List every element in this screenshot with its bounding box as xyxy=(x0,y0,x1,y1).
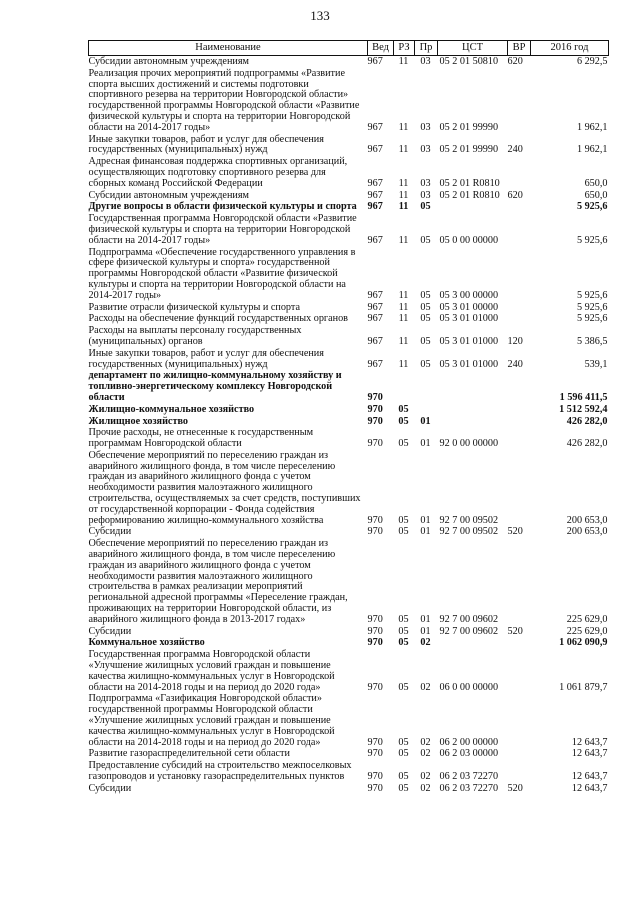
row-pr: 01 xyxy=(420,526,431,538)
row-rz: 05 xyxy=(398,736,409,748)
row-rz: 05 xyxy=(398,771,409,782)
row-name: Субсидии автономным учреждениям xyxy=(88,56,249,67)
row-cst xyxy=(438,416,508,428)
row-cst: 06 2 03 72270 xyxy=(439,771,499,782)
row-amount: 1 512 592,4 xyxy=(559,403,608,415)
row-name: Расходы на выплаты персоналу государственных (муниципальных) органов xyxy=(88,325,302,347)
row-rz: 05 xyxy=(398,438,409,450)
row-ved: 970 xyxy=(367,403,383,415)
row-cst: 92 7 00 09502 xyxy=(439,514,499,526)
row-ved: 970 xyxy=(367,526,383,538)
header-cst: ЦСТ xyxy=(438,41,508,56)
row-name: Жилищно-коммунальное хозяйство xyxy=(88,403,255,415)
row-pr: 01 xyxy=(420,438,431,450)
row-rz: 11 xyxy=(398,289,409,301)
row-cst: 05 3 01 01000 xyxy=(439,313,499,325)
row-cst: 92 7 00 09602 xyxy=(439,625,499,637)
row-pr: 05 xyxy=(420,301,431,313)
row-name: Обеспечение мероприятий по переселению граждан из аварийного жилищного фонда, в том числе переселению граждан из аварийного жилищного фонда с учетом необходимости развития малоэтажного жилищного строительства в рамках реализации мероприятий региональной адресной программы «Переселение граждан, проживающих на территории Новгородской области, из аварийного жилищного фонда в 2013-2017 годах» xyxy=(88,538,348,625)
header-ved: Вед xyxy=(368,41,394,56)
table-body xyxy=(89,56,609,795)
row-rz: 11 xyxy=(398,234,409,246)
row-rz: 11 xyxy=(398,177,409,189)
table-row xyxy=(89,526,609,538)
row-amount: 225 629,0 xyxy=(566,613,608,625)
row-rz: 11 xyxy=(398,301,409,313)
row-cst: 05 2 01 R0810 xyxy=(439,177,500,189)
row-vr xyxy=(508,370,531,403)
budget-table xyxy=(88,40,609,795)
row-amount: 1 596 411,5 xyxy=(559,391,608,403)
row-name: Субсидии xyxy=(88,782,132,794)
row-amount: 12 643,7 xyxy=(571,748,608,760)
row-rz: 05 xyxy=(398,526,409,538)
row-amount: 5 386,5 xyxy=(576,335,608,347)
row-name: Расходы на обеспечение функций государственных органов xyxy=(88,313,348,325)
row-rz: 11 xyxy=(398,144,409,156)
table-row xyxy=(89,325,609,348)
row-ved: 970 xyxy=(367,514,383,526)
row-vr xyxy=(508,760,531,783)
table-row xyxy=(89,538,609,625)
row-cst: 05 3 01 00000 xyxy=(439,301,499,313)
row-rz: 11 xyxy=(398,189,409,201)
row-pr: 03 xyxy=(420,56,431,67)
row-vr: 620 xyxy=(507,56,523,67)
row-name: Коммунальное хозяйство xyxy=(88,637,205,649)
row-vr: 620 xyxy=(507,189,523,201)
row-amount: 5 925,6 xyxy=(576,234,608,246)
row-cst: 06 2 00 00000 xyxy=(439,736,499,748)
table-row xyxy=(89,760,609,783)
table-row xyxy=(89,748,609,760)
row-vr xyxy=(508,68,531,134)
row-pr: 01 xyxy=(420,625,431,637)
table-row xyxy=(89,201,609,213)
row-pr: 01 xyxy=(420,514,431,526)
table-row xyxy=(89,156,609,189)
table-row xyxy=(89,134,609,157)
row-pr: 01 xyxy=(420,613,431,625)
header-year: 2016 год xyxy=(531,41,609,56)
table-row xyxy=(89,693,609,748)
row-vr xyxy=(508,302,531,314)
row-rz: 05 xyxy=(398,637,409,649)
row-amount: 12 643,7 xyxy=(571,782,608,794)
row-name: Субсидии xyxy=(88,526,132,538)
row-rz: 05 xyxy=(398,782,409,794)
row-rz: 11 xyxy=(398,335,409,347)
row-pr: 05 xyxy=(420,234,431,246)
table-row xyxy=(89,637,609,649)
row-amount: 12 643,7 xyxy=(571,736,608,748)
row-amount: 1 061 879,7 xyxy=(559,681,608,693)
row-name: Адресная финансовая поддержка спортивных организаций, осуществляющих подготовку спортивного резерва для сборных команд Российской Федерации xyxy=(88,156,348,189)
table-row xyxy=(89,783,609,795)
row-cst xyxy=(438,637,508,649)
row-ved: 970 xyxy=(367,613,383,625)
row-amount: 5 925,6 xyxy=(576,301,608,313)
row-name: Иные закупки товаров, работ и услуг для обеспечения государственных (муниципальных) нужд xyxy=(88,133,324,156)
row-amount: 650,0 xyxy=(584,177,608,189)
row-ved: 970 xyxy=(367,771,383,782)
row-ved: 967 xyxy=(367,201,383,213)
row-name: Подпрограмма «Обеспечение государственного управления в сфере физической культуры и спорта» государственной программы Новгородской области «Развитие физической культуры и спорта на территории Новгородской области на 2014-2017 годы» xyxy=(88,246,356,301)
row-cst: 05 3 01 01000 xyxy=(439,358,499,370)
row-vr xyxy=(508,201,531,213)
row-amount: 650,0 xyxy=(584,189,608,201)
row-ved: 970 xyxy=(367,736,383,748)
row-name: Подпрограмма «Газификация Новгородской области» государственной программы Новгородской области «Улучшение жилищных условий граждан и повышение качества жилищно-коммунальных услуг в Новгородской области на 2014-2018 годы и на период до 2020 года» xyxy=(88,693,335,748)
row-amount: 200 653,0 xyxy=(566,514,608,526)
row-name: Другие вопросы в области физической культуры и спорта xyxy=(88,201,357,213)
table-row xyxy=(89,247,609,302)
row-cst xyxy=(438,201,508,213)
row-name: Развитие отрасли физической культуры и спорта xyxy=(88,301,300,313)
row-vr: 240 xyxy=(507,358,523,370)
row-pr xyxy=(415,370,438,403)
row-vr xyxy=(508,748,531,760)
row-amount: 1 962,1 xyxy=(576,121,608,133)
row-cst: 05 2 01 99990 xyxy=(439,121,499,133)
row-pr: 02 xyxy=(420,681,431,693)
row-vr xyxy=(508,416,531,428)
row-cst: 06 2 03 00000 xyxy=(439,748,499,760)
header-name: Наименование xyxy=(89,41,368,56)
row-pr: 02 xyxy=(420,771,431,782)
row-ved: 967 xyxy=(367,189,383,201)
row-name: Развитие газораспределительной сети области xyxy=(88,748,290,760)
table-header xyxy=(89,41,609,56)
row-rz: 05 xyxy=(398,403,409,415)
row-vr xyxy=(508,450,531,527)
row-amount: 12 643,7 xyxy=(571,771,608,782)
row-rz: 11 xyxy=(398,121,409,133)
row-amount: 5 925,6 xyxy=(576,289,608,301)
row-name: департамент по жилищно-коммунальному хозяйству и топливно-энергетическому комплексу Новгородской области xyxy=(88,370,342,403)
row-name: Иные закупки товаров, работ и услуг для обеспечения государственных (муниципальных) нужд xyxy=(88,347,324,370)
row-ved: 967 xyxy=(367,301,383,313)
page-number: 133 xyxy=(310,8,330,23)
row-amount: 426 282,0 xyxy=(566,415,608,427)
row-rz: 05 xyxy=(398,681,409,693)
row-cst xyxy=(438,404,508,416)
row-name: Обеспечение мероприятий по переселению граждан из аварийного жилищного фонда, в том числе переселению граждан из аварийного жилищного фонда с учетом необходимости развития малоэтажного жилищного строительства, осуществляемых за счет средств, поступивших от государственной корпорации - Фонда содействия реформированию жилищно-коммунального хозяйства xyxy=(88,449,361,526)
row-rz: 05 xyxy=(398,613,409,625)
row-cst: 05 3 01 01000 xyxy=(439,335,499,347)
row-amount: 426 282,0 xyxy=(566,438,608,450)
header-pr: Пр xyxy=(415,41,438,56)
row-vr xyxy=(508,213,531,246)
table-row xyxy=(89,404,609,416)
row-ved: 970 xyxy=(367,625,383,637)
row-amount: 200 653,0 xyxy=(566,526,608,538)
row-ved: 970 xyxy=(367,438,383,450)
row-cst: 06 0 00 00000 xyxy=(439,681,499,693)
row-cst xyxy=(438,370,508,403)
row-vr xyxy=(508,693,531,748)
row-ved: 970 xyxy=(367,782,383,794)
row-rz: 11 xyxy=(398,358,409,370)
row-pr: 05 xyxy=(420,335,431,347)
table-row xyxy=(89,302,609,314)
row-amount: 539,1 xyxy=(584,358,608,370)
row-vr xyxy=(508,247,531,302)
table-row xyxy=(89,370,609,403)
row-pr xyxy=(415,404,438,416)
row-vr xyxy=(508,427,531,450)
table-row xyxy=(89,313,609,325)
table-row xyxy=(89,213,609,246)
row-rz xyxy=(394,370,415,403)
row-cst: 05 2 01 R0810 xyxy=(439,189,500,201)
row-pr: 02 xyxy=(420,637,431,649)
row-rz: 05 xyxy=(398,514,409,526)
row-pr: 02 xyxy=(420,748,431,760)
table-row xyxy=(89,649,609,693)
row-pr: 03 xyxy=(420,189,431,201)
row-name: Предоставление субсидий на строительство межпоселковых газопроводов и установку газораспределительных пунктов xyxy=(88,760,352,782)
row-ved: 967 xyxy=(367,313,383,325)
row-ved: 967 xyxy=(367,144,383,156)
row-ved: 970 xyxy=(367,391,383,403)
row-pr: 03 xyxy=(420,121,431,133)
row-rz: 05 xyxy=(398,748,409,760)
table-row xyxy=(89,416,609,428)
row-vr xyxy=(508,538,531,625)
row-ved: 967 xyxy=(367,234,383,246)
header-vr: ВР xyxy=(508,41,531,56)
row-pr: 02 xyxy=(420,782,431,794)
row-rz: 11 xyxy=(398,201,409,213)
row-amount: 225 629,0 xyxy=(566,625,608,637)
table-row xyxy=(89,68,609,134)
table-row xyxy=(89,56,609,68)
table-row xyxy=(89,427,609,450)
row-pr: 05 xyxy=(420,201,431,213)
row-ved: 967 xyxy=(367,358,383,370)
row-ved: 967 xyxy=(367,56,383,67)
row-vr: 520 xyxy=(507,782,523,794)
row-name: Государственная программа Новгородской области «Улучшение жилищных условий граждан и повышение качества жилищно-коммунальных услуг в Новгородской области на 2014-2018 годы и на период до 2020 года» xyxy=(88,649,335,693)
row-amount: 5 925,6 xyxy=(576,201,608,213)
row-cst: 05 3 00 00000 xyxy=(439,289,499,301)
row-pr: 02 xyxy=(420,736,431,748)
row-ved: 967 xyxy=(367,177,383,189)
row-ved: 967 xyxy=(367,121,383,133)
row-vr xyxy=(508,649,531,693)
row-vr xyxy=(508,156,531,189)
row-pr: 03 xyxy=(420,177,431,189)
row-rz: 05 xyxy=(398,415,409,427)
row-name: Прочие расходы, не отнесенные к государственным программам Новгородской области xyxy=(88,427,314,450)
row-name: Реализация прочих мероприятий подпрограммы «Развитие спорта высших достижений и системы подготовки спортивного резерва на территории Новгородской области» государственной программы Новгородской области «Развитие физической культуры и спорта на территории Новгородской области на 2014-2017 годы» xyxy=(88,67,360,133)
row-cst: 92 7 00 09602 xyxy=(439,613,499,625)
row-ved: 967 xyxy=(367,289,383,301)
row-amount: 5 925,6 xyxy=(576,313,608,325)
row-cst: 92 7 00 09502 xyxy=(439,526,499,538)
row-rz: 11 xyxy=(398,56,409,67)
row-vr xyxy=(508,404,531,416)
row-pr: 05 xyxy=(420,289,431,301)
row-ved: 970 xyxy=(367,748,383,760)
row-pr: 03 xyxy=(420,144,431,156)
row-amount: 1 962,1 xyxy=(576,144,608,156)
row-cst: 05 0 00 00000 xyxy=(439,234,499,246)
table-row xyxy=(89,626,609,638)
table-row xyxy=(89,348,609,371)
row-amount: 6 292,5 xyxy=(576,56,608,67)
row-pr: 05 xyxy=(420,313,431,325)
row-amount: 1 062 090,9 xyxy=(559,637,608,649)
row-vr: 520 xyxy=(507,625,523,637)
row-ved: 970 xyxy=(367,637,383,649)
header-row xyxy=(89,41,609,56)
row-pr: 01 xyxy=(420,415,431,427)
table-row xyxy=(89,190,609,202)
row-pr: 05 xyxy=(420,358,431,370)
row-cst: 05 2 01 50810 xyxy=(439,56,499,67)
row-vr xyxy=(508,637,531,649)
row-vr xyxy=(508,313,531,325)
row-name: Государственная программа Новгородской области «Развитие физической культуры и спорта на территории Новгородской области на 2014-2017 годы» xyxy=(88,213,357,246)
row-cst: 06 2 03 72270 xyxy=(439,782,499,794)
row-name: Жилищное хозяйство xyxy=(88,415,188,427)
row-vr: 520 xyxy=(507,526,523,538)
row-vr: 240 xyxy=(507,144,523,156)
row-ved: 970 xyxy=(367,681,383,693)
row-cst: 05 2 01 99990 xyxy=(439,144,499,156)
row-ved: 967 xyxy=(367,335,383,347)
row-vr: 120 xyxy=(507,335,523,347)
row-name: Субсидии автономным учреждениям xyxy=(88,189,249,201)
table-row xyxy=(89,450,609,527)
row-name: Субсидии xyxy=(88,625,132,637)
header-rz: РЗ xyxy=(394,41,415,56)
row-cst: 92 0 00 00000 xyxy=(439,438,499,450)
row-rz: 11 xyxy=(398,313,409,325)
row-ved: 970 xyxy=(367,415,383,427)
row-rz: 05 xyxy=(398,625,409,637)
